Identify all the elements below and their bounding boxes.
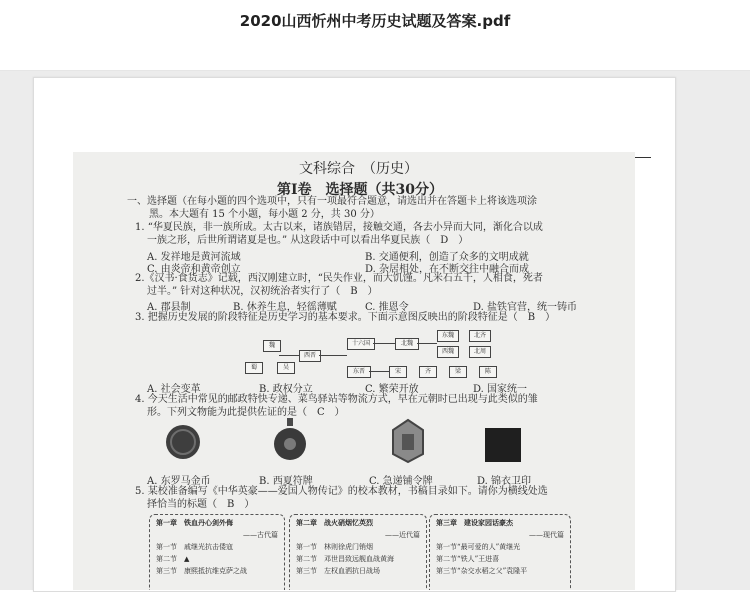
instructions-line2: 黑。本大题有 15 个小题，每小题 2 分，共 30 分） (149, 209, 380, 220)
diagram-node-wei: 魏 (263, 340, 281, 352)
toc-chapter-era: ——现代篇 (529, 531, 564, 539)
toc-section: 第三节 康熙抵抗维克萨之战 (156, 567, 247, 575)
diagram-node-xiwei: 西魏 (437, 346, 459, 358)
diagram-node-beizhou: 北周 (469, 346, 491, 358)
q3-option-b: B. 政权分立 (259, 384, 313, 395)
q4-line1: 4. 今天生活中常见的邮政特快专递、菜鸟驿站等物流方式，早在元朝时已出现与此类似的雏 (135, 394, 538, 405)
instructions-line1: 一、选择题（在每小题的四个选项中，只有一项最符合题意，请选出并在答题卡上将该选项涂 (127, 196, 537, 207)
toc-section: 第二节 邓世昌致远舰血战黄海 (296, 555, 394, 563)
diagram-node-liang: 梁 (449, 366, 467, 378)
toc-chapter-title: 第二章 战火硝烟忆英烈 (296, 518, 373, 527)
q5-line1: 5. 某校准备编写《中华英豪——爱国人物传记》的校本教材，书稿目录如下。请你为横线处选 (135, 486, 548, 497)
toc-chapter-3 (429, 514, 571, 590)
courier-token-image (389, 418, 427, 464)
diagram-node-shiliuguo: 十六国 (347, 338, 375, 350)
diagram-node-song: 宋 (389, 366, 407, 378)
q1-line2: 一族之形，后世所谓诸夏是也。” 从这段话中可以看出华夏民族（ D ） (147, 235, 469, 246)
exam-subject: 文科综合 （历史） (299, 161, 418, 177)
diagram-node-dongjin: 东晋 (347, 366, 371, 378)
gold-coin-image (165, 424, 201, 460)
document-title: 2020山西忻州中考历史试题及答案.pdf (239, 12, 511, 30)
toc-section: 第一节“最可爱的人”黄继光 (436, 543, 521, 551)
q1-option-a: A. 发祥地是黄河流域 (147, 252, 241, 263)
toc-chapter-title: 第三章 建设家园话豪杰 (436, 518, 513, 527)
diagram-node-beiqi: 北齐 (469, 330, 491, 342)
document-header (0, 0, 750, 71)
diagram-node-xijin: 西晋 (299, 350, 321, 362)
jinyiwei-seal-image (485, 428, 521, 462)
toc-section: 第一节 戚继光抗击倭寇 (156, 543, 233, 551)
q1-option-b: B. 交通便利，创造了众多的文明成就 (365, 252, 529, 263)
q4-line2: 形。下列文物能为此提供佐证的是（ C ） (147, 407, 345, 418)
diagram-node-dongwei: 东魏 (437, 330, 459, 342)
q1-option-d: D. 杂居相处，在不断交往中融合而成 (365, 264, 530, 275)
q3-option-d: D. 国家统一 (473, 384, 528, 395)
toc-section: 第二节 ▲ (156, 555, 190, 563)
q2-option-b: B. 休养生息，轻徭薄赋 (233, 302, 337, 313)
diagram-arrow (369, 371, 389, 372)
q3-option-c: C. 繁荣开放 (365, 384, 419, 395)
diagram-node-shu: 蜀 (245, 362, 263, 374)
q4-option-c: C. 急递铺令牌 (369, 476, 433, 487)
toc-section: 第二节“铁人”王进喜 (436, 555, 500, 563)
q4-option-b: B. 西夏符牌 (259, 476, 313, 487)
section-heading: 第Ⅰ卷 选择题（共30分） (277, 182, 444, 198)
q4-option-a: A. 东罗马金币 (147, 476, 211, 487)
q3-option-a: A. 社会变革 (147, 384, 201, 395)
toc-chapter-2 (289, 514, 427, 590)
diagram-arrow (373, 343, 395, 344)
q2-option-c: C. 推恩令 (365, 302, 409, 313)
diagram-node-wu: 吴 (277, 362, 295, 374)
q2-option-d: D. 盐铁官营，统一铸币 (473, 302, 578, 313)
diagram-node-chen: 陈 (479, 366, 497, 378)
diagram-node-qi: 齐 (419, 366, 437, 378)
q5-line2: 择恰当的标题（ B ） (147, 499, 255, 510)
toc-section: 第一节 林则徐虎门销烟 (296, 543, 373, 551)
q2-option-a: A. 郡县制 (147, 302, 191, 313)
diagram-node-beiwei: 北魏 (395, 338, 419, 350)
xixia-tablet-image (273, 418, 307, 462)
q2-line1: 2.《汉书·食货志》记载，西汉刚建立时，“民失作业，而大饥馑。凡米石五千，人相食，死者 (135, 273, 543, 284)
toc-chapter-era: ——近代篇 (385, 531, 420, 539)
scanned-exam-image (73, 152, 635, 590)
toc-chapter-title: 第一章 铁血丹心剑外侮 (156, 518, 233, 527)
q2-line2: 过半。” 针对这种状况，汉初统治者实行了（ B ） (147, 286, 378, 297)
diagram-arrow (417, 343, 437, 344)
q1-line1: 1. “华夏民族，非一族所成。太古以来，诸族错居，接触交通，各去小异而大同，渐化合以成 (135, 222, 543, 233)
toc-section: 第三节“杂交水稻之父”袁隆平 (436, 567, 528, 575)
q3-stem: 3. 把握历史发展的阶段特征是历史学习的基本要求。下面示意图反映出的阶段特征是（ B ） (135, 312, 556, 323)
q1-option-c: C. 由炎帝和黄帝创立 (147, 264, 241, 275)
toc-chapter-era: ——古代篇 (243, 531, 278, 539)
toc-chapter-1 (149, 514, 285, 590)
diagram-arrow (279, 355, 299, 356)
q4-option-d: D. 锦衣卫印 (477, 476, 532, 487)
toc-section: 第三节 左权血洒抗日战场 (296, 567, 380, 575)
diagram-arrow (319, 355, 347, 356)
